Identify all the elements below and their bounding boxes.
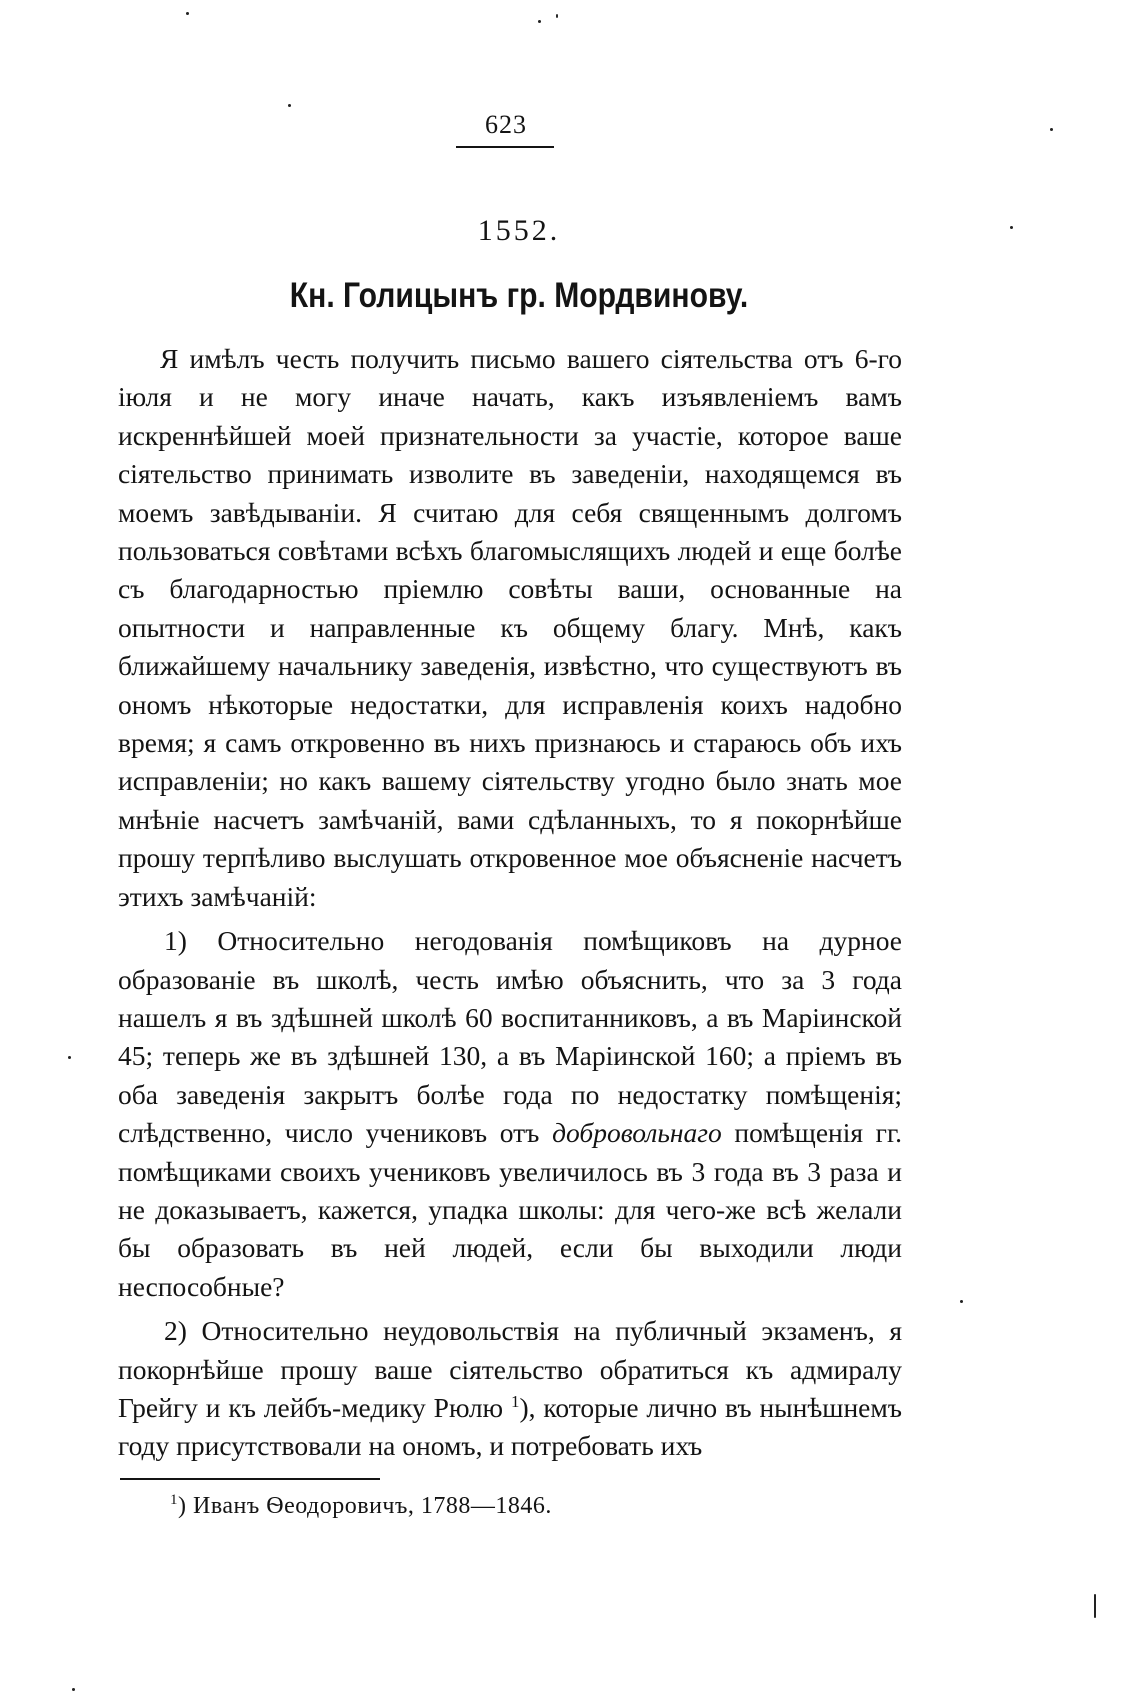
scan-speck — [1010, 226, 1013, 229]
scan-speck — [288, 104, 291, 107]
scan-speck — [556, 14, 558, 18]
scan-speck — [960, 1300, 963, 1303]
paragraph-2-italic: добровольнаго — [552, 1117, 722, 1149]
footnote-reference: 1 — [510, 1391, 520, 1411]
paragraph-3 — [118, 1312, 902, 1466]
scan-speck — [68, 1056, 71, 1059]
scan-speck — [72, 1688, 75, 1691]
scan-speck — [1094, 1594, 1096, 1618]
paragraph-3-text-a: 2) Относительно неудовольствія на публичный экзаменъ, я покорнѣйше прошу ваше сіятельство обратиться къ адмиралу Грейгу и къ лейбъ-медику Рюлю — [118, 1315, 902, 1423]
footnote-mark: 1 — [170, 1492, 178, 1508]
page-number-rule — [456, 146, 554, 148]
footnote — [170, 1493, 552, 1520]
paragraph-2-text-b: помѣщенія гг. помѣщиками своихъ учениковъ увеличилось въ 3 года въ 3 раза и не доказываетъ, кажется, упадка школы: для чего-же всѣ желали бы образовать въ ней людей, если бы выходили люди неспособные? — [118, 1117, 903, 1302]
paragraph-3-text-b: ), которые лично въ нынѣшнемъ году присутствовали на ономъ, и потребовать ихъ — [118, 1391, 903, 1462]
paragraph-2 — [118, 922, 902, 1306]
scan-speck — [538, 20, 541, 23]
document-title: Кн. Голицынъ гр. Мордвинову. — [289, 276, 749, 315]
document-number: 1552. — [477, 214, 561, 247]
body-text — [118, 340, 902, 1466]
paragraph-2-text-a: 1) Относительно негодованія помѣщиковъ на дурное образованіе въ школѣ, честь имѣю объяснить, что за 3 года нашелъ я въ здѣшней школѣ 60 воспитанниковъ, а въ Маріинской 45; теперь же въ здѣшней 130, а въ Маріинской 160; а пріемъ въ оба заведенія закрытъ болѣе года по недостатку помѣщенія; слѣдственно, число учениковъ отъ — [118, 925, 902, 1149]
footnote-rule — [120, 1478, 380, 1480]
footnote-text: ) Иванъ Ѳеодоровичъ, 1788—1846. — [178, 1493, 552, 1519]
page-number: 623 — [485, 110, 527, 139]
scan-speck — [186, 12, 189, 15]
paragraph-1: Я имѣлъ честь получить письмо вашего сіятельства отъ 6-го іюля и не могу иначе начать, какъ изъявленіемъ вамъ искреннѣйшей моей признательности за участіе, которое ваше сіятельство принимать изволите въ заведеніи, находящемся въ моемъ завѣдываніи. Я считаю для себя священнымъ долгомъ пользоваться совѣтами всѣхъ благомыслящихъ людей и еще болѣе съ благодарностью пріемлю совѣты ваши, основанные на опытности и направленные къ общему благу. Мнѣ, какъ ближайшему начальнику заведенія, извѣстно, что существуютъ въ ономъ нѣкоторые недостатки, для исправленія коихъ надобно время; я самъ откровенно въ нихъ признаюсь и стараюсь объ ихъ исправленіи; но какъ вашему сіятельству угодно было знать мое мнѣніе насчетъ замѣчаній, вами сдѣланныхъ, то я покорнѣйше прошу терпѣливо выслушать откровенное мое объясненіе насчетъ этихъ замѣчаній: — [118, 343, 902, 912]
scan-speck — [1050, 128, 1053, 131]
